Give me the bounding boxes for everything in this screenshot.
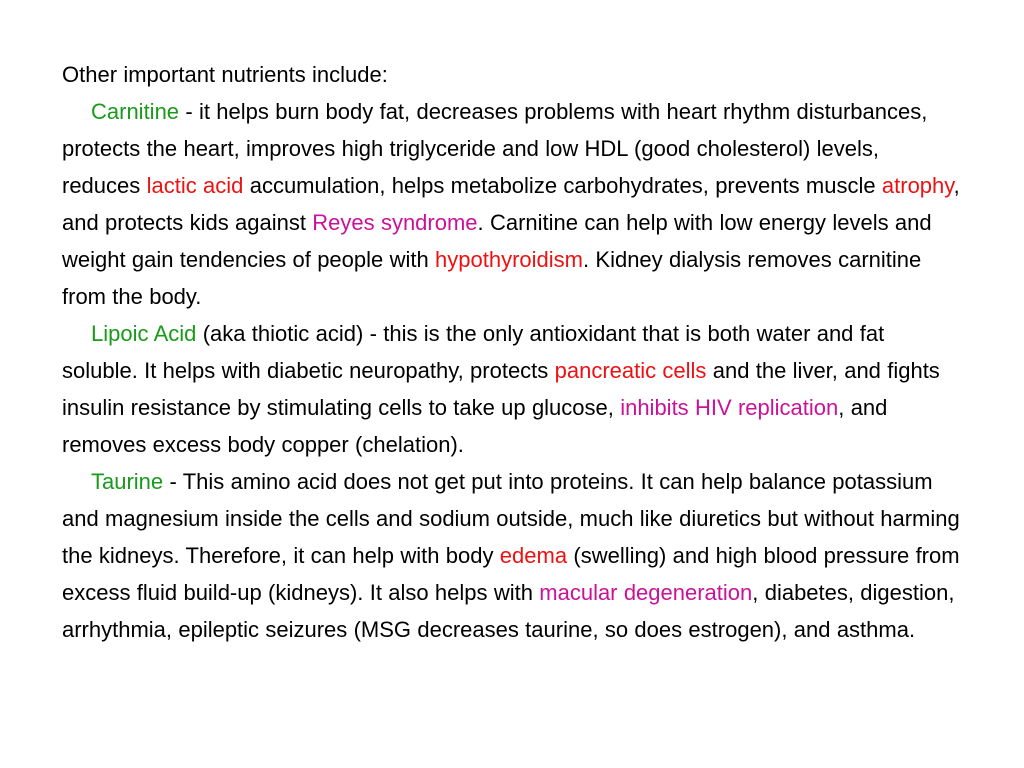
carnitine-text-1: - it helps burn body fat, decreases problems with heart rhythm disturbances, protects the heart, improves high triglyceride and low HDL (good cholesterol) levels, reduces bbox=[62, 99, 928, 198]
lipoic-text-3: , and removes excess body copper (chelation). bbox=[62, 395, 888, 457]
carnitine-text-3: , and protects kids against bbox=[62, 173, 960, 235]
term-taurine: Taurine bbox=[91, 469, 164, 494]
slide-body bbox=[62, 56, 962, 648]
keyword-atrophy: atrophy bbox=[881, 173, 954, 198]
keyword-hypothyroidism: hypothyroidism bbox=[435, 247, 583, 272]
taurine-text-2: (swelling) and high blood pressure from excess fluid build-up (kidneys). It also helps with bbox=[62, 543, 960, 605]
carnitine-text-2: accumulation, helps metabolize carbohydrates, prevents muscle bbox=[243, 173, 882, 198]
keyword-edema: edema bbox=[499, 543, 568, 568]
paragraph-lipoic-acid bbox=[62, 315, 962, 463]
carnitine-text-5: . Kidney dialysis removes carnitine from the body. bbox=[62, 247, 922, 309]
keyword-reyes-syndrome: Reyes syndrome bbox=[312, 210, 478, 235]
lipoic-text-1: (aka thiotic acid) - this is the only antioxidant that is both water and fat soluble. It helps with diabetic neuropathy, protects bbox=[62, 321, 885, 383]
keyword-inhibits-hiv-replication: inhibits HIV replication bbox=[620, 395, 839, 420]
taurine-text-1: - This amino acid does not get put into proteins. It can help balance potassium and magnesium inside the cells and sodium outside, much like diuretics but without harming the kidneys. Therefore, it can help with body bbox=[62, 469, 960, 568]
keyword-lactic-acid: lactic acid bbox=[146, 173, 244, 198]
lipoic-text-2: and the liver, and fights insulin resistance by stimulating cells to take up glucose, bbox=[62, 358, 940, 420]
taurine-text-3: , diabetes, digestion, arrhythmia, epileptic seizures (MSG decreases taurine, so does estrogen), and asthma. bbox=[62, 580, 955, 642]
paragraph-taurine bbox=[62, 463, 962, 648]
keyword-macular-degeneration: macular degeneration bbox=[539, 580, 753, 605]
keyword-pancreatic-cells: pancreatic cells bbox=[554, 358, 707, 383]
term-carnitine: Carnitine bbox=[91, 99, 180, 124]
term-lipoic-acid: Lipoic Acid bbox=[91, 321, 197, 346]
carnitine-text-4: . Carnitine can help with low energy levels and weight gain tendencies of people with bbox=[62, 210, 932, 272]
paragraph-carnitine bbox=[62, 93, 962, 315]
intro-line: Other important nutrients include: bbox=[62, 62, 388, 87]
